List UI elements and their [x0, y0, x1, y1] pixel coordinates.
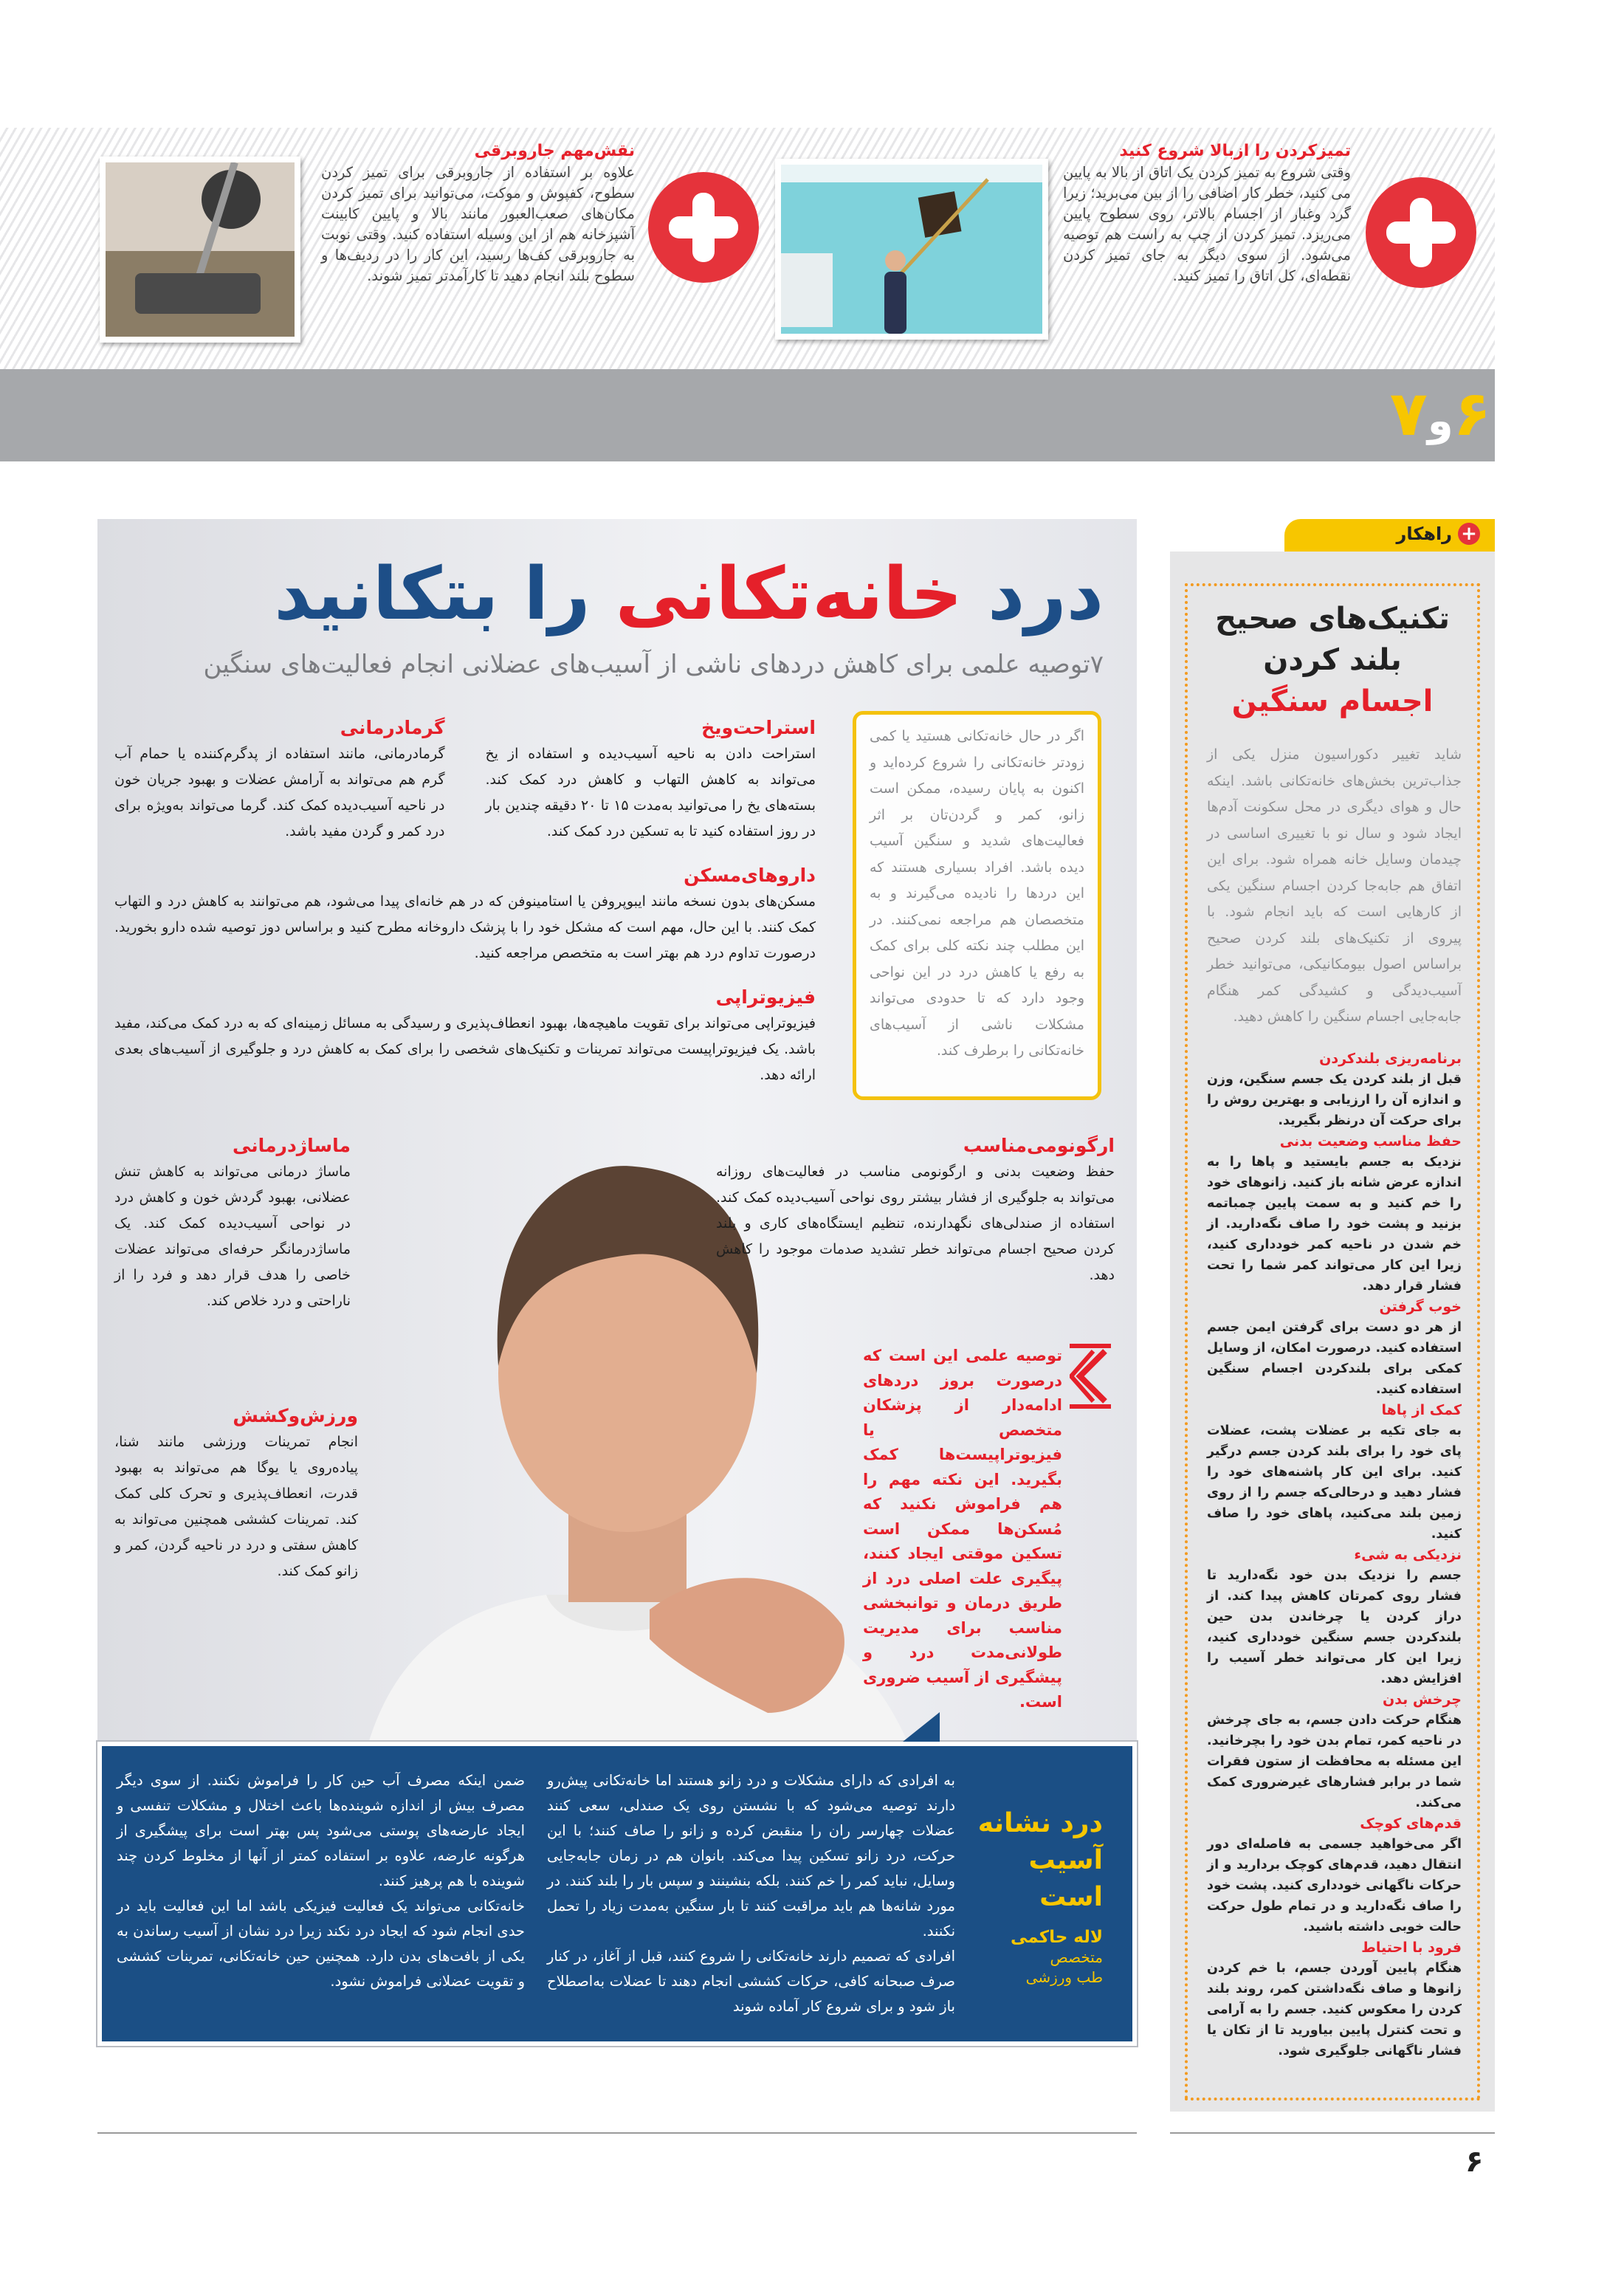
article-row — [114, 1133, 1115, 1314]
box-notch — [903, 1712, 940, 1742]
expert-column-left — [117, 1768, 525, 2019]
plus-icon — [1366, 177, 1476, 288]
section-title: ورزش‌وکشش — [233, 1405, 358, 1426]
sidebar-tip — [1207, 1048, 1462, 1131]
sidebar-content — [1207, 742, 1462, 2061]
tip-title: نقش‌مهم جاروبرقی — [474, 142, 635, 160]
tip-title: تمیزکردن را ازبالا شروع کنید — [1119, 142, 1351, 160]
section-header-band — [0, 369, 1495, 461]
expert-paragraph: افرادی که تصمیم دارند خانه‌تکانی را شروع کنند، قبل از آغاز، در کنار صرف صبحانه کافی، حرکات کششی انجام دهند تا عضلات به‌اصطلاح باز شود و برای شروع کار آماده شوند — [547, 1947, 955, 2015]
double-chevron-icon — [1070, 1344, 1111, 1409]
sidebar-intro: شاید تغییر دکوراسیون منزل یکی از جذاب‌ترین بخش‌های خانه‌تکانی باشد. اینکه حال و هوای دیگری در محل سکونت آدم‌ها ایجاد شود و سال نو با تغییری اساسی در چیدمان وسایل خانه همراه شود. برای این اتفاق هم جابه‌جا کردن اجسام سنگین یکی از کارهایی است که باید انجام شود. با پیروی از تکنیک‌های بلند کردن صحیح براساس اصول بیومکانیکی، می‌توانید خطر آسیب‌دیدگی و کشیدگی کمر هنگام جابه‌جایی اجسام سنگین را کاهش دهید. — [1207, 746, 1462, 1025]
title-end: را بتکانید — [274, 552, 616, 636]
article-subtitle: ۷توصیه علمی برای کاهش دردهای ناشی از آسیب‌های عضلانی انجام فعالیت‌های سنگین — [203, 650, 1104, 679]
woman-dusting-image — [781, 165, 1042, 334]
expert-paragraph: به افرادی که دارای مشکلات و درد زانو هستند اما خانه‌تکانی پیش‌رو دارند توصیه می‌شود که با نشستن روی یک صندلی، سعی کنند عضلات چهارسر ران را منقبض کرده و زانو را صاف کنند؛ با این حرکت، درد زانو تسکین پیدا می‌کند. بانوان هم در زمان جابه‌جایی وسایل، نباید کمر را خم کنند. بلکه بنشینند و سپس بار را بلند کنند. در مورد شانه‌ها هم باید مراقبت کنند تا بار سنگین به‌مدت زیاد را تحمل نکنند. — [547, 1771, 955, 1940]
sidebar-tab-label: راهکار — [1396, 523, 1452, 544]
article-row — [114, 715, 816, 845]
tip-body: اگر می‌خواهید جسمی به فاصله‌ای دور انتقال دهید، قدم‌های کوچک بردارید و از حرکات ناگهانی خودداری کنید. پشت خود را صاف نگه‌دارید و در تمام طول حرکت حالت خوبی داشته باشید. — [1207, 1836, 1462, 1934]
tip-title: حفظ مناسب وضعیت بدنی — [1279, 1133, 1462, 1150]
expert-heading — [977, 1805, 1103, 1916]
tip-body: وقتی شروع به تمیز کردن یک اتاق از بالا به پایین می کنید، خطر کار اضافی را از بین می‌برید؛ زیرا گرد وغبار از اجسام بالاتر، روی سطوح پایین می‌ریزد. تمیز کردن از چپ به راست هم توصیه می‌شود. از سوی دیگر به جای تمیز کردن نقطه‌ای، کل اتاق را تمیز کنید. — [1063, 164, 1351, 284]
expert-box — [97, 1742, 1137, 2046]
author-role: متخصص — [1050, 1948, 1103, 1966]
article-top-columns — [114, 715, 1115, 1088]
plus-icon: + — [1458, 523, 1480, 545]
section-title: استراحت‌ویخ — [701, 717, 816, 738]
footer-rule — [1170, 2132, 1495, 2134]
tip-body: قبل از بلند کردن یک جسم سنگین، وزن و اندازه آن را ارزیابی و بهترین روش را برای حرکت آن درنظر بگیرید. — [1207, 1071, 1462, 1128]
expert-author — [977, 1928, 1103, 1988]
tip-body: نزدیک به جسم بایستید و پاها را به اندازه عرض شانه باز کنید. زانوهای خود را خم کنید و به سمت پایین چمباتمه بزنید و پشت خود را صاف نگه‌دارید. از خم شدن در ناحیه کمر خودداری کنید، زیرا این کار می‌تواند کمر شما را تحت فشار قرار دهد. — [1207, 1154, 1462, 1294]
article-row — [114, 1344, 1115, 1715]
pull-quote: توصیه علمی این است که درصورت بروز دردهای ادامه‌دار از پزشکان متخصص یا فیزیوتراپیست‌ها کمک بگیرید. این نکته مهم را هم فراموش نکنید که مُسکن‌ها ممکن است تسکین موقتی ایجاد کنند، پیگیری علت اصلی درد از طریق درمان و توانبخشی مناسب برای مدیریت طولانی‌مدت درد و پیشگیری از آسیب ضروری است. — [863, 1347, 1062, 1711]
section-body: حفظ وضعیت بدنی و ارگونومی مناسب در فعالیت‌های روزانه می‌تواند به جلوگیری از فشار بیشتر روی نواحی آسیب‌دیده کمک کند. استفاده از صندلی‌های نگهدارنده، تنظیم ایستگاه‌های کاری و بلند کردن صحیح اجسام می‌تواند خطر تشدید صدمات موجود را کاهش دهد. — [716, 1164, 1115, 1283]
section-number-second: ۷ — [1389, 377, 1428, 450]
tip-body: جسم را نزدیک بدن خود نگه‌دارید تا فشار روی کمرتان کاهش پیدا کند. از دراز کردن یا چرخاندن بدن حین بلندکردن جسم سنگین خودداری کنید، زیرا این کار می‌تواند خطر آسیب را افزایش دهد. — [1207, 1567, 1462, 1686]
heading-line: درد نشانه — [977, 1807, 1103, 1838]
sidebar-title-line: بلند کردن — [1263, 643, 1402, 677]
sidebar-tip — [1207, 1131, 1462, 1296]
tip-body: علاوه بر استفاده از جاروبرقی برای تمیز کردن سطوح، کفپوش و موکت، می‌توانید برای تمیز کردن مکان‌های صعب‌العبور مانند بالا و پایین کابینت آشپزخانه هم از این وسیله استفاده کنید. وقتی نوبت به جاروبرقی کف‌ها رسید، این کار را در ردیف‌ها و سطوح بلند انجام دهید تا کارآمدتر تمیز شوند. — [321, 164, 635, 284]
footer-rule — [97, 2132, 1137, 2134]
tip-card — [1063, 140, 1351, 286]
heading-line: است — [1039, 1881, 1103, 1912]
section-body: انجام تمرینات ورزشی مانند شنا، پیاده‌روی یا یوگا هم می‌تواند به بهبود قدرت، انعطاف‌پذیری و تحرک کلی کمک کند. تمرینات کششی همچنین می‌تواند به کاهش سفتی و درد در ناحیه گردن، کمر و زانو کمک کند. — [114, 1434, 358, 1579]
tip-title: کمک از پاها — [1381, 1401, 1462, 1418]
section-rest-ice — [486, 715, 816, 845]
expert-column-right — [547, 1768, 955, 2019]
plus-icon — [648, 172, 759, 283]
expert-side — [977, 1768, 1103, 2019]
author-name: لاله حاکمی — [1011, 1927, 1103, 1947]
section-body: گرمادرمانی، مانند استفاده از پدگرم‌کننده یا حمام آب گرم هم می‌تواند به آرامش عضلات و بهبود جریان خون در ناحیه آسیب‌دیده کمک کند. گرما می‌تواند به‌ویژه برای درد کمر و گردن مفید باشد. — [114, 746, 445, 839]
section-massage — [114, 1133, 351, 1314]
sidebar-tab — [1284, 519, 1495, 552]
tip-body: از هر دو دست برای گرفتن ایمن جسم استفاده کنید. درصورت امکان، از وسایل کمکی برای بلندکردن اجسام سنگین استفاده کنید. — [1207, 1319, 1462, 1397]
sidebar-title — [1188, 598, 1476, 722]
section-heat-therapy — [114, 715, 445, 845]
title-start: درد — [962, 552, 1104, 636]
tip-title: قدم‌های کوچک — [1360, 1815, 1462, 1832]
sidebar-tip — [1207, 1937, 1462, 2061]
section-body: ماساژ درمانی می‌تواند به کاهش تنش عضلانی، بهبود گردش خون و کاهش درد در نواحی آسیب‌دیده کمک کند. یک ماساژدرمانگر حرفه‌ای می‌تواند عضلات خاصی را هدف قرار دهد و فرد را از ناراحتی و درد خلاص کند. — [114, 1164, 351, 1309]
title-highlight: خانه‌تکانی — [615, 552, 963, 636]
tip-title: برنامه‌ریزی بلندکردن — [1319, 1050, 1462, 1067]
article-body — [114, 715, 1115, 2046]
section-exercise — [114, 1403, 358, 1584]
tip-body: هنگام حرکت دادن جسم، به جای چرخش در ناحیه کمر، تمام بدن خود را بچرخانید. این مسئله به محافظت از ستون فقرات شما در برابر فشارهای غیرضروری کمک می‌کند. — [1207, 1712, 1462, 1810]
section-physiotherapy — [114, 984, 816, 1088]
section-title: گرمادرمانی — [340, 717, 445, 738]
tip-title: نزدیکی به شیء — [1354, 1546, 1462, 1563]
tip-body: هنگام پایین آوردن جسم، با خم کردن زانوها و صاف نگه‌داشتن کمر، روند بلند کردن را معکوس کنید. جسم را به آرامی و تحت کنترل پایین بیاورید تا از تکان یا فشار ناگهانی جلوگیری شود. — [1207, 1960, 1462, 2058]
section-title: ارگونومی‌مناسب — [963, 1135, 1115, 1156]
tip-title: خوب گرفتن — [1379, 1298, 1462, 1315]
pull-quote-block — [863, 1344, 1111, 1715]
section-body: استراحت دادن به ناحیه آسیب‌دیده و استفاده از یخ می‌تواند به کاهش التهاب و کاهش درد کمک کند. بسته‌های یخ را می‌توانید به‌مدت ۱۵ تا ۲۰ دقیقه چندین بار در روز استفاده کنید تا به تسکین درد کمک کند. — [485, 746, 816, 839]
sidebar-title-line: تکنیک‌های صحیح — [1215, 602, 1450, 636]
cleaning-woman-photo — [775, 159, 1048, 340]
section-painkillers — [114, 862, 816, 966]
sidebar-title-highlight: اجسام سنگین — [1231, 684, 1434, 718]
sidebar-tip — [1207, 1400, 1462, 1545]
vacuum-cleaner-image — [106, 162, 295, 337]
article-title — [274, 546, 1104, 642]
expert-paragraph: خانه‌تکانی می‌تواند یک فعالیت فیزیکی باشد اما این فعالیت باید در حدی انجام شود که ایجاد درد نکند زیرا درد نشان از آسیب رساندن به یکی از بافت‌های بدن دارد. همچنین حین خانه‌تکانی، تمرینات کششی و تقویت عضلانی فراموش نشود. — [117, 1897, 525, 1990]
tip-title: چرخش بدن — [1382, 1691, 1462, 1708]
author-role: طب ورزشی — [1025, 1968, 1103, 1986]
page-number: ۶ — [1465, 2145, 1484, 2179]
intro-box: اگر در حال خانه‌تکانی هستید یا کمی زودتر خانه‌تکانی را شروع کرده‌اید و اکنون به پایان رسیده، ممکن است زانو، کمر و گردن‌تان بر اثر فعالیت‌های شدید و سنگین آسیب دیده باشد. افراد بسیاری هستند که این دردها را نادیده می‌گیرند و به متخصصان هم مراجعه نمی‌کنند. در این مطلب چند نکته کلی برای کمک به رفع یا کاهش درد در این نواحی وجود دارد که تا حدودی می‌تواند مشکلات ناشی از آسیب‌های خانه‌تکانی را برطرف کند. — [853, 711, 1101, 1100]
sidebar-tip — [1207, 1296, 1462, 1400]
section-number-first: ۶ — [1453, 377, 1491, 450]
section-title: داروهای‌مسکن — [684, 865, 816, 886]
heading-line: آسیب — [1028, 1844, 1103, 1875]
section-title: ماساژدرمانی — [233, 1135, 351, 1156]
sidebar-tip — [1207, 1545, 1462, 1689]
section-title: فیزیوتراپی — [715, 986, 816, 1008]
section-number-joiner: و — [1427, 397, 1453, 445]
tip-body: به جای تکیه بر عضلات پشت، عضلات پای خود را برای بلند کردن جسم درگیر کنید. برای این کار پاشنه‌های خود را فشار دهید و درحالی‌که جسم را از روی زمین بلند می‌کنید، پاهای خود را صاف کنید. — [1207, 1423, 1462, 1542]
expert-paragraph: ضمن اینکه مصرف آب حین کار را فراموش نکنند. از سوی دیگر مصرف بیش از اندازه شوینده‌ها باعث اختلال و مشکلات تنفسی و ایجاد عارضه‌های پوستی می‌شود پس بهتر است برای پیشگیری از هرگونه عارضه، علاوه بر استفاده کمتر از آنها از مخلوط کردن چند شوینده با هم پرهیز کنند. — [117, 1771, 525, 1889]
sidebar-tip — [1207, 1813, 1462, 1937]
tip-title: فرود با احتیاط — [1361, 1939, 1462, 1956]
vacuum-photo — [100, 157, 300, 343]
tip-card — [321, 140, 635, 286]
section-body: فیزیوتراپی می‌تواند برای تقویت ماهیچه‌ها، بهبود انعطاف‌پذیری و رسیدگی به مسائل زمینه‌ای که به درد کمک می‌کند، مفید باشد. یک فیزیوتراپیست می‌تواند تمرینات و تکنیک‌های شخصی را برای کمک به کاهش درد و جلوگیری از آسیب‌های بعدی ارائه دهد. — [114, 1015, 816, 1083]
section-ergonomics — [716, 1133, 1115, 1288]
section-number — [1390, 377, 1491, 458]
section-body: مسکن‌های بدون نسخه مانند ایبوپروفن یا استامینوفن که در هم خانه‌ای پیدا می‌شود، هم می‌توانند به کاهش درد و التهاب کمک کنند. با این حال، مهم است که مشکل خود را با پزشک داروخانه مطرح کنید و براساس دوز توصیه شده دارو بخورید. درصورت تداوم درد هم بهتر است به متخصص مراجعه کنید. — [114, 893, 816, 961]
sidebar-tip — [1207, 1689, 1462, 1813]
